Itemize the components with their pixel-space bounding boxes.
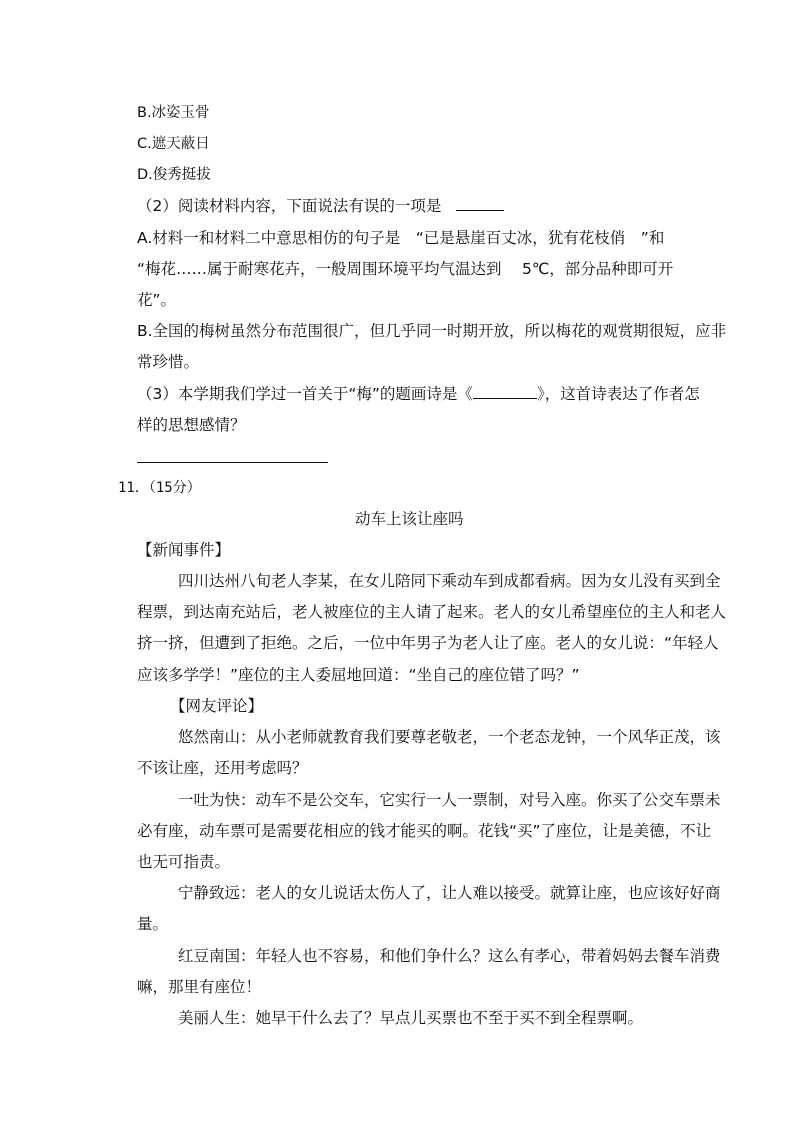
q3-poem-title-blank[interactable] — [473, 384, 537, 399]
comment-4-line-1: 红豆南国：年轻人也不容易，和他们争什么？这么有孝心，带着妈妈去餐车消费 — [178, 947, 721, 965]
option-b: B.冰姿玉骨 — [137, 105, 210, 121]
news-line-2: 程票，到达南充站后，老人被座位的主人请了起来。老人的女儿希望座位的主人和老人 — [137, 603, 727, 621]
q2-prompt — [137, 196, 504, 216]
q2-option-a-line-3: 花”。 — [137, 291, 177, 309]
news-line-1: 四川达州八旬老人李某，在女儿陪同下乘动车到成都看病。因为女儿没有买到全 — [178, 572, 721, 590]
comment-2-line-2: 必有座，动车票可是需要花相应的钱才能买的啊。花钱“买”了座位，让是美德，不让 — [137, 822, 712, 840]
q2-option-b-line-1: B.全国的梅树虽然分布范围很广，但几乎同一时期开放，所以梅花的观赏期很短，应非 — [137, 322, 727, 340]
comment-2-line-3: 也无可指责。 — [137, 853, 231, 871]
q3-suffix: 》，这首诗表达了作者怎 — [536, 385, 700, 403]
q11-title: 动车上该让座吗 — [355, 510, 464, 528]
comment-2-line-1: 一吐为快：动车不是公交车，它实行一人一票制，对号入座。你买了公交车票未 — [178, 791, 721, 809]
option-d: D.俊秀挺拔 — [137, 167, 211, 183]
comment-3-line-2: 量。 — [137, 915, 169, 933]
comment-1-line-2: 不该让座，还用考虑吗？ — [137, 759, 308, 777]
news-heading: 【新闻事件】 — [137, 541, 231, 559]
comment-3-line-1: 宁静致远：老人的女儿说话太伤人了，让人难以接受。就算让座，也应该好好商 — [178, 884, 721, 902]
comment-5-line-1: 美丽人生：她早干什么去了？早点儿买票也不至于买不到全程票啊。 — [178, 1009, 644, 1027]
q2-option-a-line-1: A.材料一和材料二中意思相仿的句子是 “已是悬崖百丈冰，犹有花枝俏 ”和 — [137, 229, 665, 247]
q3-line-2: 样的思想感情？ — [137, 416, 246, 434]
q2-option-a-line-2: “梅花……属于耐寒花卉，一般周围环境平均气温达到 5℃，部分品种即可开 — [137, 260, 674, 278]
comments-heading: 【网友评论】 — [170, 697, 264, 715]
q3-line-1 — [137, 384, 700, 404]
q3-answer-line[interactable] — [137, 462, 328, 463]
news-line-3: 挤一挤，但遭到了拒绝。之后，一位中年男子为老人让了座。老人的女儿说：“年轻人 — [137, 634, 719, 652]
comment-1-line-1: 悠然南山：从小老师就教育我们要尊老敬老，一个老态龙钟，一个风华正茂，该 — [178, 728, 721, 746]
q3-prefix: （3）本学期我们学过一首关于“梅”的题画诗是《 — [137, 385, 473, 403]
comment-4-line-2: 嘛，那里有座位！ — [137, 978, 262, 996]
q11-header: 11．（15分） — [118, 480, 201, 496]
q2-prompt-text: （2）阅读材料内容，下面说法有误的一项是 — [137, 197, 442, 215]
news-line-4: 应该多学学！”座位的主人委屈地回道：“坐自己的座位错了吗？” — [137, 666, 580, 684]
q2-answer-blank[interactable] — [456, 196, 504, 211]
q2-option-b-line-2: 常珍惜。 — [137, 353, 200, 371]
option-c: C.遮天蔽日 — [137, 136, 210, 152]
